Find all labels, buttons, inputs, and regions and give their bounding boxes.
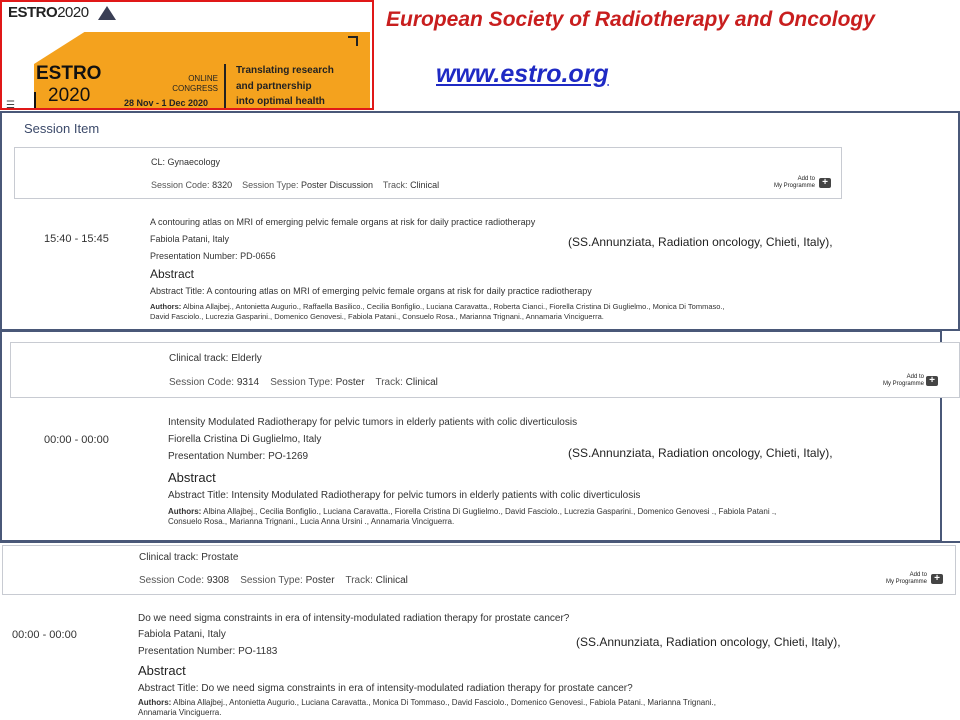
tagline-line-1: Translating research xyxy=(236,65,334,76)
abstract-heading: Abstract xyxy=(168,470,216,485)
presenter-name: Fiorella Cristina Di Guglielmo, Italy xyxy=(168,434,322,445)
abstract-title: Abstract Title: Do we need sigma constraints in era of intensity-modulated radiation therapy for prostate cancer? xyxy=(138,683,633,694)
session-meta: Session Code: 9314 Session Type: Poster Track: Clinical xyxy=(169,377,438,388)
society-title: European Society of Radiotherapy and Oncology xyxy=(386,8,875,31)
presentation-title[interactable]: Do we need sigma constraints in era of intensity-modulated radiation therapy for prostate cancer? xyxy=(138,613,570,624)
presentation-number: Presentation Number: PO-1183 xyxy=(138,646,278,657)
menu-icon[interactable]: ☰ xyxy=(6,100,15,110)
estro-2020-banner xyxy=(0,0,374,110)
authors-list: Authors: Albina Allajbej., Cecilia Bonfiglio., Luciana Caravatta., Fiorella Cristina Di Guglielmo., David Fasciolo., Lucrezia Gasparini., Domenico Genovesi ., Fabiola Patani ., Consuelo Rosa., Marianna Trignani., Lucia Anna Ursini ., Annamaria Vinciguerra. xyxy=(168,507,777,526)
presentation-number: Presentation Number: PD-0656 xyxy=(150,251,276,261)
session-time: 00:00 - 00:00 xyxy=(44,434,109,446)
estro-logo-text: ESTRO xyxy=(36,63,102,84)
session-panel-3 xyxy=(0,541,960,720)
presenter-affiliation: (SS.Annunziata, Radiation oncology, Chieti, Italy), xyxy=(568,446,833,460)
presenter-name: Fabiola Patani, Italy xyxy=(150,234,230,244)
plus-icon: + xyxy=(819,178,831,188)
tagline-line-3: into optimal health xyxy=(236,96,325,107)
add-to-programme-button[interactable]: Add to My Programme + xyxy=(864,374,938,388)
website-link[interactable]: www.estro.org xyxy=(436,60,609,88)
session-meta: Session Code: 8320 Session Type: Poster Discussion Track: Clinical xyxy=(151,180,440,190)
congress-dates: 28 Nov - 1 Dec 2020 xyxy=(124,98,209,108)
presentation-number: Presentation Number: PO-1269 xyxy=(168,451,309,462)
abstract-heading: Abstract xyxy=(150,267,195,281)
presentation-title[interactable]: Intensity Modulated Radiotherapy for pelvic tumors in elderly patients with colic diverticulosis xyxy=(168,417,578,428)
abstract-title: Abstract Title: A contouring atlas on MRI of emerging pelvic female organs at risk for daily practice radiotherapy xyxy=(150,286,592,296)
presenter-affiliation: (SS.Annunziata, Radiation oncology, Chieti, Italy), xyxy=(576,635,841,649)
abstract-heading: Abstract xyxy=(138,663,186,678)
abstract-title: Abstract Title: Intensity Modulated Radiotherapy for pelvic tumors in elderly patients with colic diverticulosis xyxy=(168,490,641,501)
tagline-line-2: and partnership xyxy=(236,81,312,92)
corner-bracket-icon xyxy=(348,36,358,46)
track-name: CL: Gynaecology xyxy=(151,157,221,167)
banner-divider xyxy=(224,64,226,108)
session-time: 00:00 - 00:00 xyxy=(12,629,77,641)
track-name: Clinical track: Prostate xyxy=(139,552,239,563)
authors-list: Authors: Albina Allajbej., Antonietta Augurio., Luciana Caravatta., Monica Di Tommaso., David Fasciolo., Domenico Genovesi., Fabiola Patani., Marianna Trignani., Annamaria Vinciguerra. xyxy=(138,698,716,717)
page-title: Session Item xyxy=(24,121,100,136)
session-meta: Session Code: 9308 Session Type: Poster Track: Clinical xyxy=(139,575,408,586)
session-panel-1 xyxy=(0,111,960,331)
add-to-programme-button[interactable]: Add to My Programme + xyxy=(767,176,831,190)
estro-top-logo: ESTRO2020 xyxy=(8,4,89,21)
session-header-card xyxy=(2,545,956,595)
logo-bar xyxy=(34,92,36,110)
presenter-name: Fabiola Patani, Italy xyxy=(138,629,226,640)
estro-logo-year: 2020 xyxy=(48,85,91,106)
track-name: Clinical track: Elderly xyxy=(169,353,262,364)
plus-icon: + xyxy=(931,574,943,584)
logo-triangle-icon xyxy=(98,6,116,20)
session-time: 15:40 - 15:45 xyxy=(44,233,109,245)
online-congress-label: ONLINE CONGRESS xyxy=(172,74,218,93)
presenter-affiliation: (SS.Annunziata, Radiation oncology, Chieti, Italy), xyxy=(568,235,833,249)
add-to-programme-button[interactable]: Add to My Programme + xyxy=(865,572,943,586)
plus-icon: + xyxy=(926,376,938,386)
authors-list: Authors: Albina Allajbej., Antonietta Augurio., Raffaella Basilico., Cecilia Bonfiglio., Luciana Caravatta., Roberta Cianci., Fiorella Cristina Di Guglielmo., Monica Di Tommaso., David Fasciolo., Lucrezia Gasparini., Domenico Genovesi., Fabiola Patani., Consuelo Rosa., Marianna Trignani., Annamaria Vinciguerra. xyxy=(150,302,725,321)
session-header-card xyxy=(14,147,842,199)
session-header-card xyxy=(10,342,960,398)
session-panel-2 xyxy=(0,330,942,542)
presentation-title[interactable]: A contouring atlas on MRI of emerging pelvic female organs at risk for daily practice radiotherapy xyxy=(150,217,536,227)
